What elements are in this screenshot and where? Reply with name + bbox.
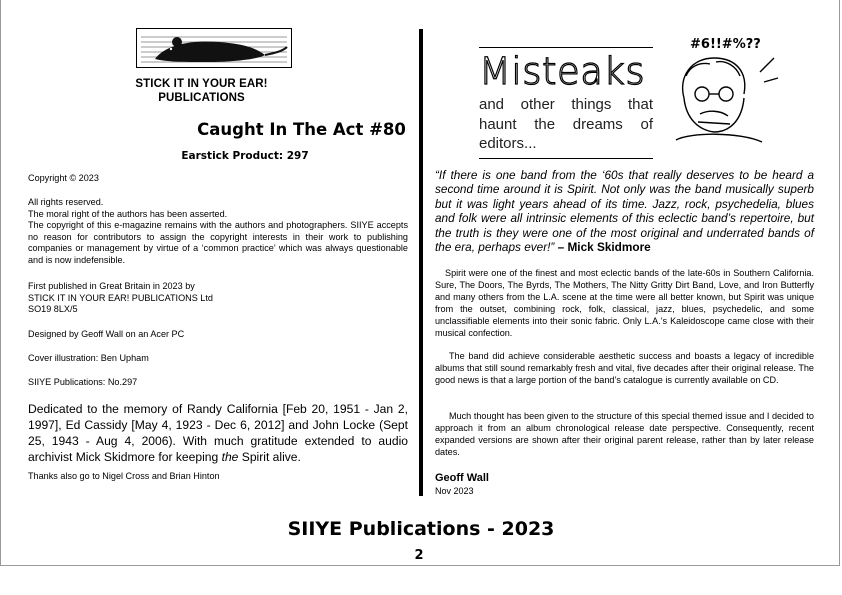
copyright-line: Copyright © 2023 (28, 173, 99, 183)
rights-line: The moral right of the authors has been asserted. (28, 208, 228, 219)
dedication-text-end: Spirit alive. (238, 450, 301, 464)
header-rule-top (479, 47, 653, 48)
publisher-name (28, 77, 375, 105)
published-line: SO19 8LX/5 (28, 304, 78, 315)
rights-line: All rights reserved. (28, 197, 104, 207)
page-number: 2 (414, 548, 424, 563)
dedication (28, 401, 408, 465)
published-line: STICK IT IN YOUR EAR! PUBLICATIONS Ltd (28, 292, 213, 303)
editorial-title: Misteaks (479, 50, 646, 93)
footer-title: SIIYE Publications - 2023 (287, 518, 555, 540)
dedication-italic: the (221, 450, 239, 464)
designer-credit: Designed by Geoff Wall on an Acer PC (28, 329, 185, 339)
quote-attribution: – Mick Skidmore (554, 240, 651, 255)
quote-text: “If there is one band from the ‘60s that really deserves to be heard a second time around it is Spirit. Not only was the band musically superb but it was light years ahead of its time. Jazz, rock, psychedelia, blues and folk were all intrinsic elements of this eclectic band’s repertoire, but the truth is they were one of the most original and underrated bands of the era, perhaps ever!” (435, 168, 814, 255)
dedication-text: Dedicated to the memory of Randy California [Feb 20, 1951 - Jan 2, 1997], Ed Cassidy [May 4, 1923 - Dec 6, 2012] and John Locke (Sept 25, 1943 - Aug 4, 2006). With much gratitude extended to audio archivist Mick Skidmore for keeping (28, 402, 408, 464)
rights-line: The copyright of this e-magazine remains with the authors and photographers. SIIYE accepts no reason for contributors to assign the copyright interests in their work to publishing companies or management by virtue of a ‘common practice’ which was always questionable and is now indefensible. (28, 220, 408, 265)
pull-quote (435, 168, 814, 254)
editorial-subtitle: and other things that haunt the dreams of editors... (479, 96, 653, 152)
signature-name: Geoff Wall (435, 472, 489, 484)
body-paragraph-1: Spirit were one of the finest and most eclectic bands of the late-60s in Southern California. Sure, The Doors, The Byrds, The Mothers, The Nitty Gritty Dirt Band, Love, and Iron Butterfly and many others from the L.A. scene at the time were all better known, but Spirit was unique from the outset, combining rock, folk, classical, jazz, blues, psychedelic, and some unclassifiable elements into their sonic fabric. Only L.A.’s Kaleidoscope came close with their musical confection. (435, 268, 814, 338)
publication-info (28, 281, 408, 316)
header-rule-bottom (479, 158, 653, 159)
publication-number: SIIYE Publications: No.297 (28, 377, 138, 387)
signature-date: Nov 2023 (435, 486, 474, 496)
publisher-line-2: PUBLICATIONS (158, 92, 245, 104)
body-paragraph-2: The band did achieve considerable aesthetic success and boasts a legacy of incredible albums that still sound remarkably fresh and vital, five decades after their original release. The good news is that a large portion of the band’s catalogue is currently available on CD. (435, 351, 814, 385)
cover-credit: Cover illustration: Ben Upham (28, 353, 149, 363)
publisher-logo (136, 28, 292, 68)
editor-cartoon (670, 32, 780, 152)
publisher-line-1: STICK IT IN YOUR EAR! (135, 78, 268, 90)
published-line: First published in Great Britain in 2023 by (28, 281, 195, 291)
magazine-title: Caught In The Act #80 (197, 120, 406, 139)
cartoon-scribble: #6!!#%?? (690, 37, 761, 52)
thanks-line: Thanks also go to Nigel Cross and Brian Hinton (28, 471, 220, 481)
column-divider (419, 29, 423, 496)
rights-notice (28, 197, 408, 267)
rat-logo-illustration (137, 29, 291, 67)
product-number: Earstick Product: 297 (181, 150, 309, 162)
body-paragraph-3: Much thought has been given to the structure of this special themed issue and I decided to approach it from an album chronological release date perspective. Consequently, recent expanded versions are shown after their original parent release, rather than by later release dates. (435, 411, 814, 457)
